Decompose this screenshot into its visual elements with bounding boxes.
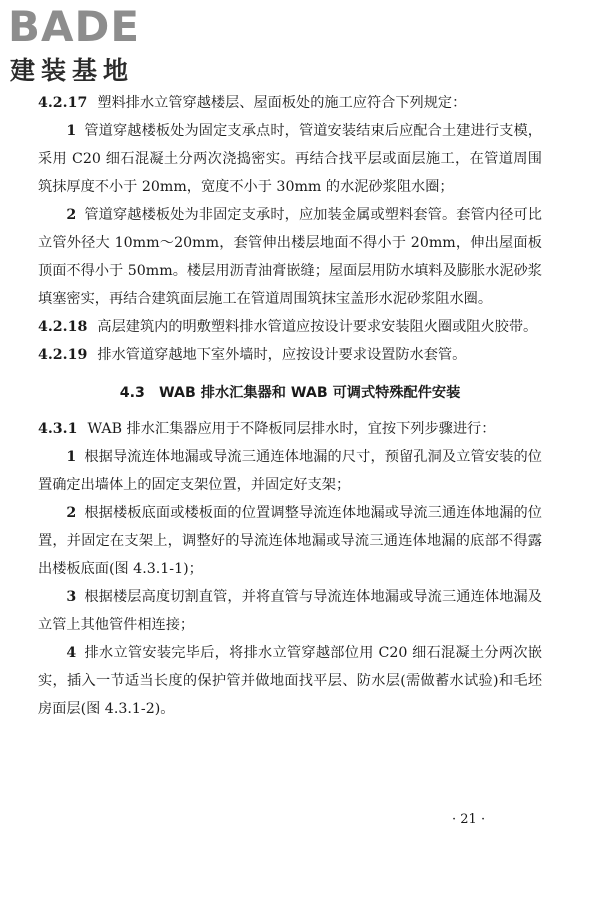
clause-number: 4.2.19 (38, 347, 88, 363)
clause-4-2-18 (38, 313, 542, 341)
clause-4-2-17-item-1 (38, 117, 542, 201)
item-text: 排水立管安装完毕后，将排水立管穿越部位用 C20 细石混凝土分两次嵌实，插入一节适当长度的保护管并做地面找平层、防水层(需做蓄水试验)和毛坯房面层(图 4.3.1-2)。 (38, 645, 542, 717)
item-number: 1 (66, 123, 77, 139)
clause-text: WAB 排水汇集器应用于不降板同层排水时，宜按下列步骤进行： (87, 421, 496, 437)
logo-wordmark: BADE (8, 2, 141, 51)
item-text: 根据楼板底面或楼板面的位置调整导流连体地漏或导流三通连体地漏的位置，并固定在支架上，调整好的导流连体地漏或导流三通连体地漏的底部不得露出楼板底面(图 4.3.1-1)； (38, 505, 542, 577)
clause-4-2-17-item-2 (38, 201, 542, 313)
logo-subtitle: 建装基地 (10, 56, 135, 85)
item-number: 2 (66, 505, 77, 521)
clause-text: 排水管道穿越地下室外墙时，应按设计要求设置防水套管。 (97, 347, 467, 363)
clause-text: 塑料排水立管穿越楼层、屋面板处的施工应符合下列规定： (97, 95, 467, 111)
clause-4-2-17 (38, 89, 542, 117)
clause-4-3-1-item-2 (38, 499, 542, 583)
item-number: 4 (66, 645, 77, 661)
brand-logo (8, 4, 178, 88)
clause-number: 4.2.18 (38, 319, 88, 335)
clause-4-3-1-item-3 (38, 583, 542, 639)
item-text: 根据楼层高度切割直管，并将直管与导流连体地漏或导流三通连体地漏及立管上其他管件相连接； (38, 589, 542, 633)
item-number: 3 (66, 589, 77, 605)
item-number: 1 (66, 449, 77, 465)
item-text: 根据导流连体地漏或导流三通连体地漏的尺寸，预留孔洞及立管安装的位置确定出墙体上的固定支架位置，并固定好支架； (38, 449, 542, 493)
clause-text: 高层建筑内的明敷塑料排水管道应按设计要求安装阻火圈或阻火胶带。 (97, 319, 538, 335)
clause-4-3-1 (38, 415, 542, 443)
document-body (38, 89, 542, 723)
section-title: 4.3 WAB 排水汇集器和 WAB 可调式特殊配件安装 (119, 385, 461, 401)
item-text: 管道穿越楼板处为非固定支承时，应加装金属或塑料套管。套管内径可比立管外径大 10mm～20mm，套管伸出楼层地面不得小于 20mm，伸出屋面板顶面不得小于 50mm。楼层用沥青油膏嵌缝；屋面层用防水填料及膨胀水泥砂浆填塞密实，再结合建筑面层施工在管道周围筑抹宝盖形水泥砂浆阻水圈。 (38, 207, 542, 307)
clause-4-2-19 (38, 341, 542, 369)
page-number: · 21 · (452, 812, 486, 827)
clause-number: 4.3.1 (38, 421, 78, 437)
clause-number: 4.2.17 (38, 95, 88, 111)
clause-4-3-1-item-1 (38, 443, 542, 499)
item-number: 2 (66, 207, 77, 223)
item-text: 管道穿越楼板处为固定支承点时，管道安装结束后应配合土建进行支模，采用 C20 细石混凝土分两次浇捣密实。再结合找平层或面层施工，在管道周围筑抹厚度不小于 20mm，宽度不小于 30mm 的水泥砂浆阻水圈； (38, 123, 542, 195)
clause-4-3-1-item-4 (38, 639, 542, 723)
